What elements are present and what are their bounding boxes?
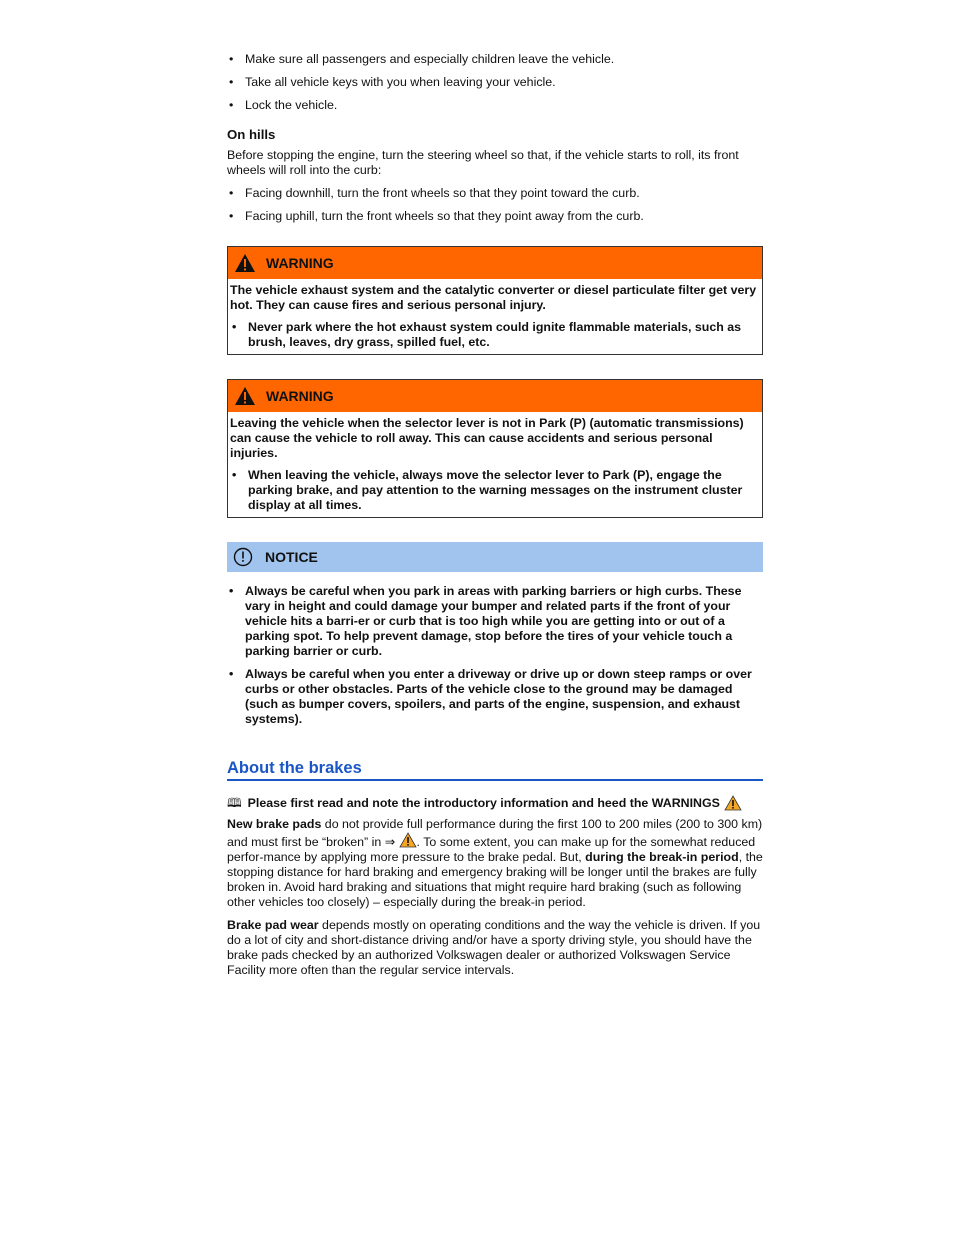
intro-reference — [227, 795, 763, 811]
warning-triangle-icon — [234, 253, 256, 273]
notice-exclamation-icon — [233, 547, 253, 567]
section-title-brakes: About the brakes — [227, 761, 763, 781]
on-hills-intro: Before stopping the engine, turn the steering wheel so that, if the vehicle starts to roll, its front wheels will roll into the curb: — [227, 148, 739, 177]
paragraph-text: . To some extent, you can make up for the somewhat reduced perfor-mance by applying more pressure to the brake pedal. But, — [227, 835, 756, 864]
list-item: • Always be careful when you park in areas with parking barriers or high curbs. These vary in height and could damage your bumper and related parts if the front of your vehicle hits a barri-er or curb that is too high while you are getting into or out of a parking spot. To help prevent damage, stop before the tires of your vehicle touch a parking barrier or curb. — [227, 584, 763, 659]
warning-text: Leaving the vehicle when the selector lever is not in Park (P) (automatic transmissions) can cause the vehicle to roll away. This can cause accidents and serious personal injuries. — [230, 416, 744, 460]
book-icon: 🕮 — [227, 795, 242, 810]
on-hills-list — [227, 186, 763, 224]
warning-body — [228, 279, 762, 354]
list-item: • Always be careful when you enter a driveway or drive up or down steep ramps or over curbs or other obstacles. Parts of the vehicle close to the ground may be damaged (such as bumper covers, spoilers, and parts of the engine, suspension, and exhaust systems). — [227, 667, 763, 727]
list-item: • Facing downhill, turn the front wheels so that they point toward the curb. — [227, 186, 763, 201]
warning-triangle-icon[interactable] — [399, 832, 417, 848]
list-item: • When leaving the vehicle, always move the selector lever to Park (P), engage the parking brake, and pay attention to the warning messages on the instrument cluster display at all times. — [230, 468, 760, 513]
notice-header — [227, 542, 763, 572]
warning-body — [228, 412, 762, 517]
paragraph-text: , the stopping distance for hard braking and emergency braking will be longer until the brakes are fully broken in. Avoid hard braking and situations that might require hard braking (such as following other vehicles too closely) – especially during the break-in period. — [227, 850, 763, 909]
paragraph-text: depends mostly on operating conditions and the way the vehicle is driven. If you do a lot of city and short-distance driving and/or have a sporty driving style, you should have the brake pads checked by an authorized Volkswagen dealer or authorized Volkswagen Service Facility more often than the regular service intervals. — [227, 918, 761, 977]
warning-box-selector-lever — [227, 379, 763, 518]
on-hills-heading: On hills — [227, 127, 276, 142]
warning-label: WARNING — [266, 387, 334, 404]
page-content — [227, 52, 763, 986]
paragraph-text: do not provide full performance during the first 100 to 200 miles (200 to 300 km) and must first be “broken” in ⇒ — [227, 817, 763, 849]
notice-label: NOTICE — [265, 548, 318, 565]
warning-text: The vehicle exhaust system and the catalytic converter or diesel particulate filter get very hot. They can cause fires and serious personal injury. — [230, 283, 757, 312]
list-item: • Never park where the hot exhaust system could ignite flammable materials, such as brush, leaves, dry grass, spilled fuel, etc. — [230, 320, 760, 350]
new-brake-pads-paragraph — [227, 817, 763, 910]
warning-header — [228, 380, 762, 412]
leave-vehicle-list — [227, 52, 763, 113]
warning-list — [230, 468, 760, 513]
warning-header — [228, 247, 762, 279]
bold-term: Brake pad wear — [227, 918, 319, 932]
warning-label: WARNING — [266, 254, 334, 271]
warning-list — [230, 320, 760, 350]
warning-triangle-icon — [234, 386, 256, 406]
bold-term: during the break-in period — [585, 850, 739, 864]
brake-pad-wear-paragraph — [227, 918, 763, 978]
warning-triangle-icon[interactable] — [724, 795, 742, 811]
list-item: • Facing uphill, turn the front wheels so that they point away from the curb. — [227, 209, 763, 224]
list-item: • Make sure all passengers and especially children leave the vehicle. — [227, 52, 763, 67]
notice-list — [227, 584, 763, 727]
bold-term: New brake pads — [227, 817, 322, 831]
list-item: • Lock the vehicle. — [227, 98, 763, 113]
warning-box-exhaust — [227, 246, 763, 355]
reference-text: Please first read and note the introductory information and heed the WARNINGS — [247, 795, 720, 810]
list-item: • Take all vehicle keys with you when leaving your vehicle. — [227, 75, 763, 90]
